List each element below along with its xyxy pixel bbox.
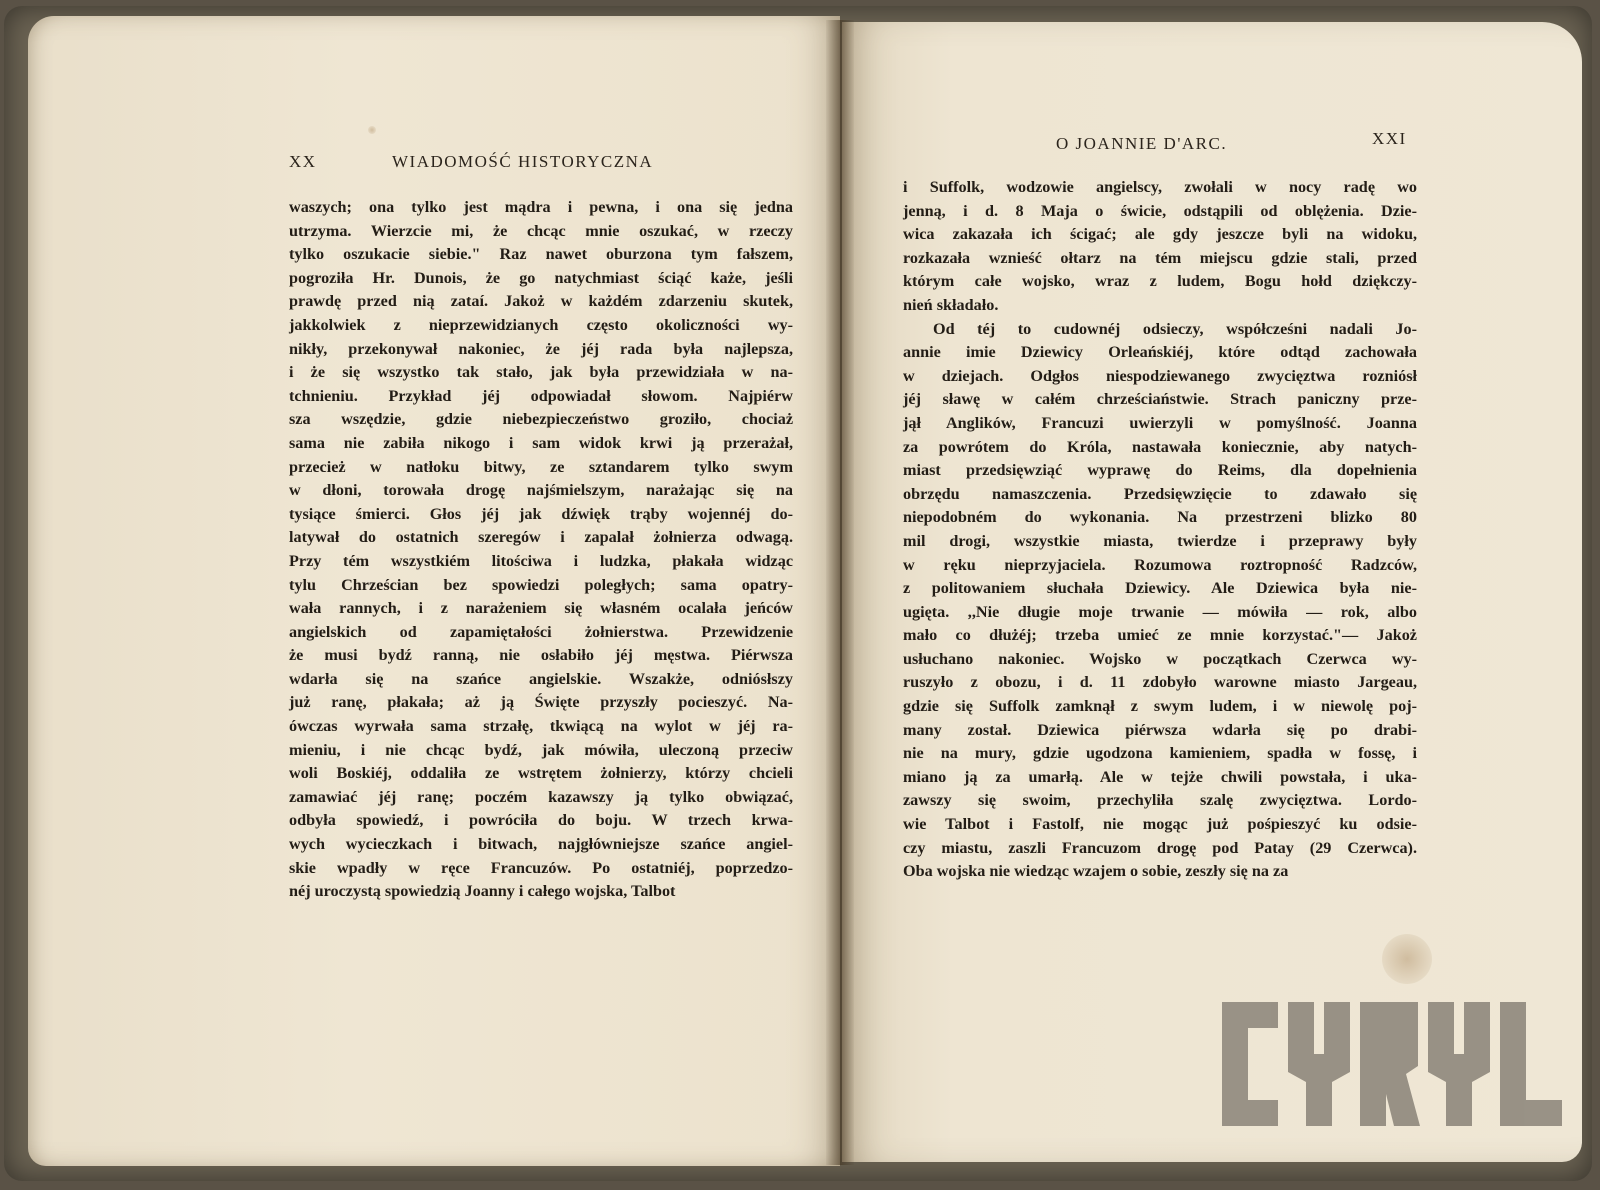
text-line: wych wycieczkach i bitwach, najgłówniejsze szańce angiel-: [289, 835, 793, 854]
text-line: prawdę przed nią zataí. Jakoż w każdém zdarzeniu skutek,: [289, 292, 793, 311]
text-line: tylu Chrześcian bez spowiedzi poległych; sama opatry-: [289, 575, 793, 594]
text-line: w dziejach. Odgłos niespodziewanego zwycięztwa rozniósł: [903, 366, 1417, 385]
text-line: obrzędu namaszczenia. Przedsięwzięcie to zdawało się: [903, 484, 1417, 503]
text-line: mało co dłużéj; trzeba umieć ze mnie korzystać."— Jakoż: [903, 626, 1417, 645]
text-line: jéj sławę w całém chrześciaństwie. Strach paniczny prze-: [903, 390, 1417, 409]
text-line: nie na mury, gdzie ugodzona kamieniem, spadła w fossę, i: [903, 744, 1417, 763]
text-line: woli Boskiéj, oddaliła ze wstrętem żołnierzy, którzy chcieli: [289, 764, 793, 783]
text-line: ugięta. ,,Nie długie moje trwanie — mówiła — rok, albo: [903, 602, 1417, 621]
text-line: już ranę, płakała; aż ją Święte przyszły pocieszyć. Na-: [289, 693, 793, 712]
text-line: zawszy się swoim, przechyliła szalę zwycięztwa. Lordo-: [903, 791, 1417, 810]
text-line: skie wpadły w ręce Francuzów. Po ostatniéj, poprzedzo-: [289, 858, 793, 877]
cyryl-watermark-logo: [1222, 998, 1562, 1130]
text-line: angielskich od zapamiętałości żołnierstwa. Przewidzenie: [289, 622, 793, 641]
left-page-text: [289, 196, 793, 904]
text-line: gdzie się Suffolk zamknął z swym ludem, i w niewolę poj-: [903, 697, 1417, 716]
text-line: miano ją za umarłą. Ale w tejże chwili powstała, i uka-: [903, 767, 1417, 786]
right-page-number: XXI: [1372, 129, 1407, 148]
text-line: sza wszędzie, gdzie niebezpieczeństwo groziło, chociaż: [289, 410, 793, 429]
right-page-text: [903, 176, 1417, 884]
text-line: miast przedsięwziąć wyprawę do Reims, dla dopełnienia: [903, 461, 1417, 480]
text-line: i Suffolk, wodzowie angielscy, zwołali w nocy radę wo: [903, 178, 1417, 196]
left-running-head: WIADOMOŚĆ HISTORYCZNA: [392, 152, 654, 171]
text-line: wie Talbot i Fastolf, nie mogąc już pośpieszyć ku odsie-: [903, 815, 1417, 834]
text-line: ruszyło z obozu, i d. 11 zdobyło warowne miasto Jargeau,: [903, 673, 1417, 692]
right-running-head: O JOANNIE D'ARC.: [1056, 134, 1228, 153]
text-line: ówczas wyrwała sama strzałę, tkwiącą na wylot w jéj ra-: [289, 717, 793, 736]
text-line: odbyła spowiedź, i powróciła do boju. W trzech krwa-: [289, 811, 793, 830]
foxing-stain: [1382, 934, 1432, 984]
text-line: Przy tém wszystkiém litościwa i ludzka, płakała widząc: [289, 551, 793, 570]
text-line: jął Anglików, Francuzi uwierzyli w pomyślność. Joanna: [903, 413, 1417, 432]
text-line: z politowaniem słuchała Dziewicy. Ale Dziewica była nie-: [903, 579, 1417, 598]
text-line: mil drogi, wszystkie miasta, twierdze i przeprawy były: [903, 531, 1417, 550]
text-line: pogroziła Hr. Dunois, że go natychmiast ściąć każe, jeśli: [289, 268, 793, 287]
text-line: zamawiać jéj ranę; poczém kazawszy ją tylko obwiązać,: [289, 787, 793, 806]
text-line: latywał do ostatnich szeregów i zapalał żołnierza odwagą.: [289, 528, 793, 547]
text-line: że musi bydź ranną, nie osłabiło jéj męstwa. Piérwsza: [289, 646, 793, 665]
text-line: w dłoni, torowała drogę najśmielszym, narażając się na: [289, 481, 793, 500]
text-line: tysiące śmierci. Głos jéj jak dźwięk trąby wojennéj do-: [289, 504, 793, 523]
text-line: jenną, i d. 8 Maja o świcie, odstąpili od oblężenia. Dzie-: [903, 201, 1417, 220]
text-line: rozkazała wznieść ołtarz na tém miejscu gdzie stali, przed: [903, 248, 1417, 267]
paper-spot: [368, 126, 376, 134]
text-line: sama nie zabiła nikogo i sam widok krwi ją przerażał,: [289, 433, 793, 452]
text-line: w ręku nieprzyjaciela. Rozumowa roztropność Radzców,: [903, 555, 1417, 574]
text-line: nikły, przekonywał nakoniec, że jéj rada była najlepsza,: [289, 339, 793, 358]
text-line: usłuchano nakoniec. Wojsko w początkach Czerwca wy-: [903, 649, 1417, 668]
text-line: i że się wszystko tak stało, jak była przewidziała w na-: [289, 363, 793, 382]
text-line: waszych; ona tylko jest mądra i pewna, i ona się jedna: [289, 198, 793, 216]
text-line: niepodobném do wykonania. Na przestrzeni blizko 80: [903, 508, 1417, 527]
text-line: wdarła się na szańce angielskie. Wszakże, odniósłszy: [289, 669, 793, 688]
text-line: nień składało.: [903, 295, 999, 314]
left-page-number: XX: [289, 152, 317, 171]
text-line: annie imie Dziewicy Orleańskiéj, które odtąd zachowała: [903, 343, 1417, 362]
text-line: néj uroczystą spowiedzią Joanny i całego wojska, Talbot: [289, 882, 676, 901]
text-line: tchnieniu. Przykład jéj odpowiadał słowom. Najpiérw: [289, 386, 793, 405]
text-line: tylko oszukacie siebie." Raz nawet oburzona tym fałszem,: [289, 245, 793, 264]
text-line: many został. Dziewica piérwsza wdarła się po drabi-: [903, 720, 1417, 739]
text-line: za powrótem do Króla, nastawała koniecznie, aby natych-: [903, 437, 1417, 456]
text-line: Oba wojska nie wiedząc wzajem o sobie, zeszły się na za: [903, 862, 1289, 881]
text-line: którym całe wojsko, wraz z ludem, Bogu hołd dziękczy-: [903, 272, 1417, 291]
text-line: utrzyma. Wierzcie mi, że chcąc mnie oszukać, w rzeczy: [289, 221, 793, 240]
text-line: czy miastu, zaszli Francuzom drogę pod Patay (29 Czerwca).: [903, 838, 1417, 857]
book-gutter: [826, 20, 854, 1165]
text-line: mieniu, i nie chcąc bydź, jak mówiła, uleczoną przeciw: [289, 740, 793, 759]
text-line: jakkolwiek z nieprzewidzianych często okoliczności wy-: [289, 315, 793, 334]
text-line: wała rannych, i z narażeniem się własném ocalała jeńców: [289, 599, 793, 618]
text-line: przecież w natłoku bitwy, ze sztandarem tylko swym: [289, 457, 793, 476]
text-line: wica zakazała ich ścigać; ale gdy jeszcze byli na widoku,: [903, 225, 1417, 244]
text-line: Od téj to cudownéj odsieczy, współcześni nadali Jo-: [933, 319, 1417, 338]
